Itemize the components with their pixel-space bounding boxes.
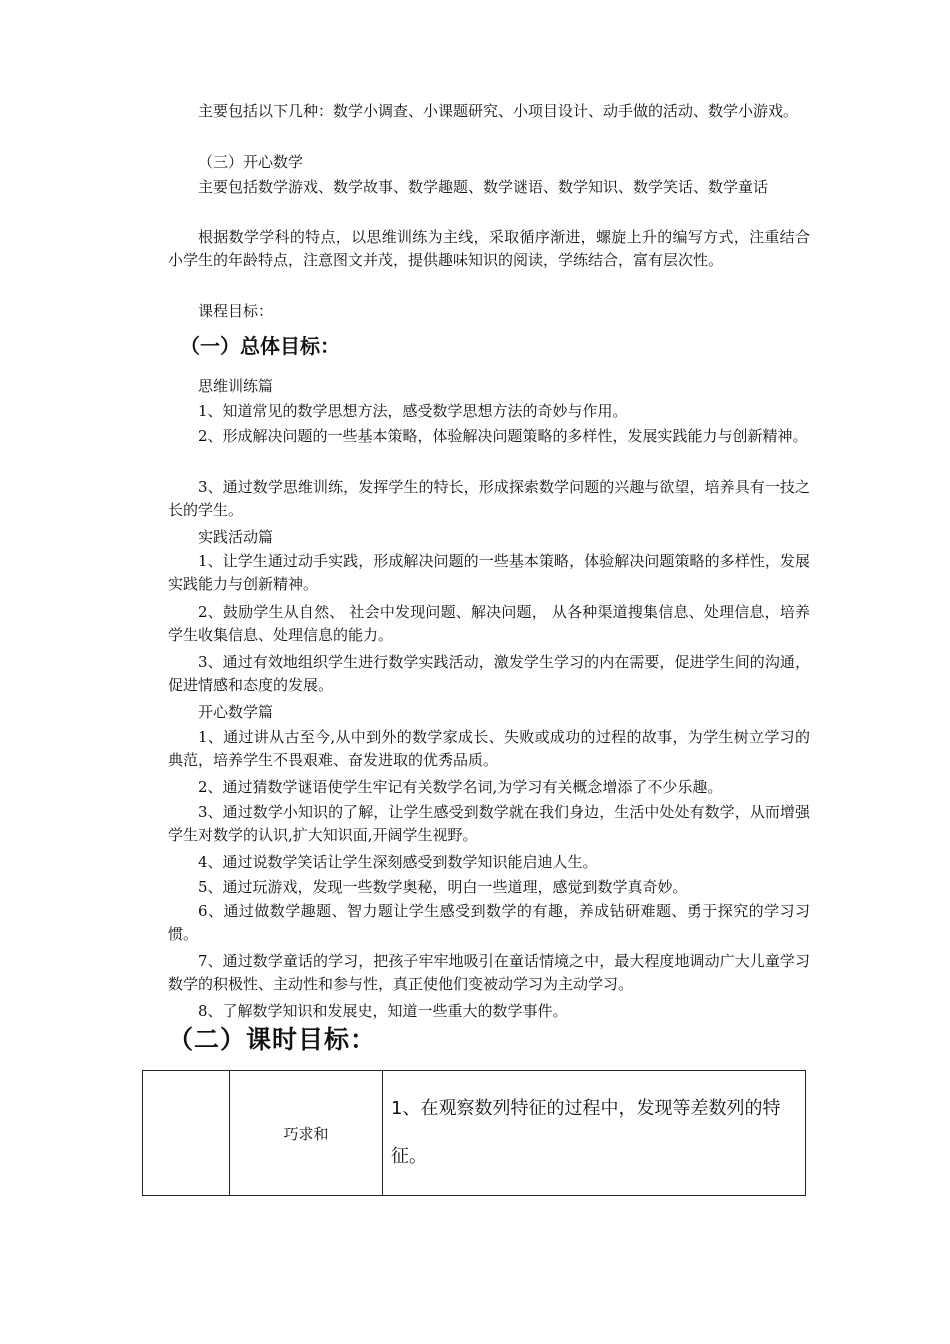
thinking-item-2: 2、形成解决问题的一些基本策略，体验解决问题策略的多样性，发展实践能力与创新精神。: [198, 427, 808, 445]
course-goals-label: 课程目标：: [198, 302, 274, 320]
table-cell-lesson-name: 巧求和: [230, 1071, 383, 1196]
thinking-item-3: 3、通过数学思维训练，发挥学生的特长，形成探索数学问题的兴趣与欲望，培养具有一技之长的学生。: [168, 478, 810, 519]
happy-item-3: 3、通过数学小知识的了解，让学生感受到数学就在我们身边，生活中处处有数学，从而增强学生对数学的认识,扩大知识面,开阔学生视野。: [168, 803, 810, 844]
practice-item-3: 3、通过有效地组织学生进行数学实践活动，激发学生学习的内在需要，促进学生间的沟通，促进情感和态度的发展。: [168, 653, 810, 694]
happy-item-8: 8、了解数学知识和发展史，知道一些重大的数学事件。: [198, 1002, 568, 1020]
subsection-title-practice: 实践活动篇: [198, 528, 274, 546]
practice-item-1: 1、让学生通过动手实践，形成解决问题的一些基本策略，体验解决问题策略的多样性，发展实践能力与创新精神。: [168, 552, 810, 593]
happy-item-2: 2、通过猜数学谜语使学生牢记有关数学名词,为学习有关概念增添了不少乐趣。: [198, 778, 723, 796]
intro-paragraph-activities: 主要包括以下几种：数学小调查、小课题研究、小项目设计、动手做的活动、数学小游戏。: [198, 102, 799, 120]
happy-item-6: 6、通过做数学趣题、智力题让学生感受到数学的有趣，养成钻研难题、勇于探究的学习习惯。: [168, 902, 810, 943]
happy-item-1: 1、通过讲从古至今,从中到外的数学家成长、失败或成功的过程的故事，为学生树立学习的典范，培养学生不畏艰难、奋发进取的优秀品质。: [168, 728, 810, 769]
intro-paragraph-happy-math: 主要包括数学游戏、数学故事、数学趣题、数学谜语、数学知识、数学笑话、数学童话: [198, 178, 769, 196]
practice-item-2: 2、鼓励学生从自然、 社会中发现问题、解决问题， 从各种渠道搜集信息、处理信息，培养学生收集信息、处理信息的能力。: [168, 603, 810, 644]
table-cell-blank: [143, 1071, 230, 1196]
intro-paragraph-writing-approach: 根据数学学科的特点，以思维训练为主线，采取循序渐进，螺旋上升的编写方式，注重结合小学生的年龄特点，注意图文并茂，提供趣味知识的阅读，学练结合，富有层次性。: [168, 228, 810, 269]
subsection-title-happy: 开心数学篇: [198, 703, 274, 721]
happy-item-4: 4、通过说数学笑话让学生深刻感受到数学知识能启迪人生。: [198, 853, 598, 871]
section-title-happy-math: （三）开心数学: [198, 153, 304, 171]
table-cell-lesson-goal: 1、在观察数列特征的过程中，发现等差数列的特征。: [383, 1071, 806, 1196]
thinking-item-1: 1、知道常见的数学思想方法，感受数学思想方法的奇妙与作用。: [198, 402, 628, 420]
table-row: [143, 1071, 806, 1196]
subsection-title-thinking: 思维训练篇: [198, 377, 274, 395]
happy-item-7: 7、通过数学童话的学习，把孩子牢牢地吸引在童话情境之中，最大程度地调动广大儿童学习数学的积极性、主动性和参与性，真正使他们变被动学习为主动学习。: [168, 952, 810, 993]
heading-lesson-goals: （二）课时目标：: [168, 1025, 377, 1054]
lesson-goals-table: [142, 1070, 806, 1196]
happy-item-5: 5、通过玩游戏，发现一些数学奥秘，明白一些道理，感觉到数学真奇妙。: [198, 878, 688, 896]
heading-overall-goals: （一）总体目标：: [180, 334, 340, 358]
